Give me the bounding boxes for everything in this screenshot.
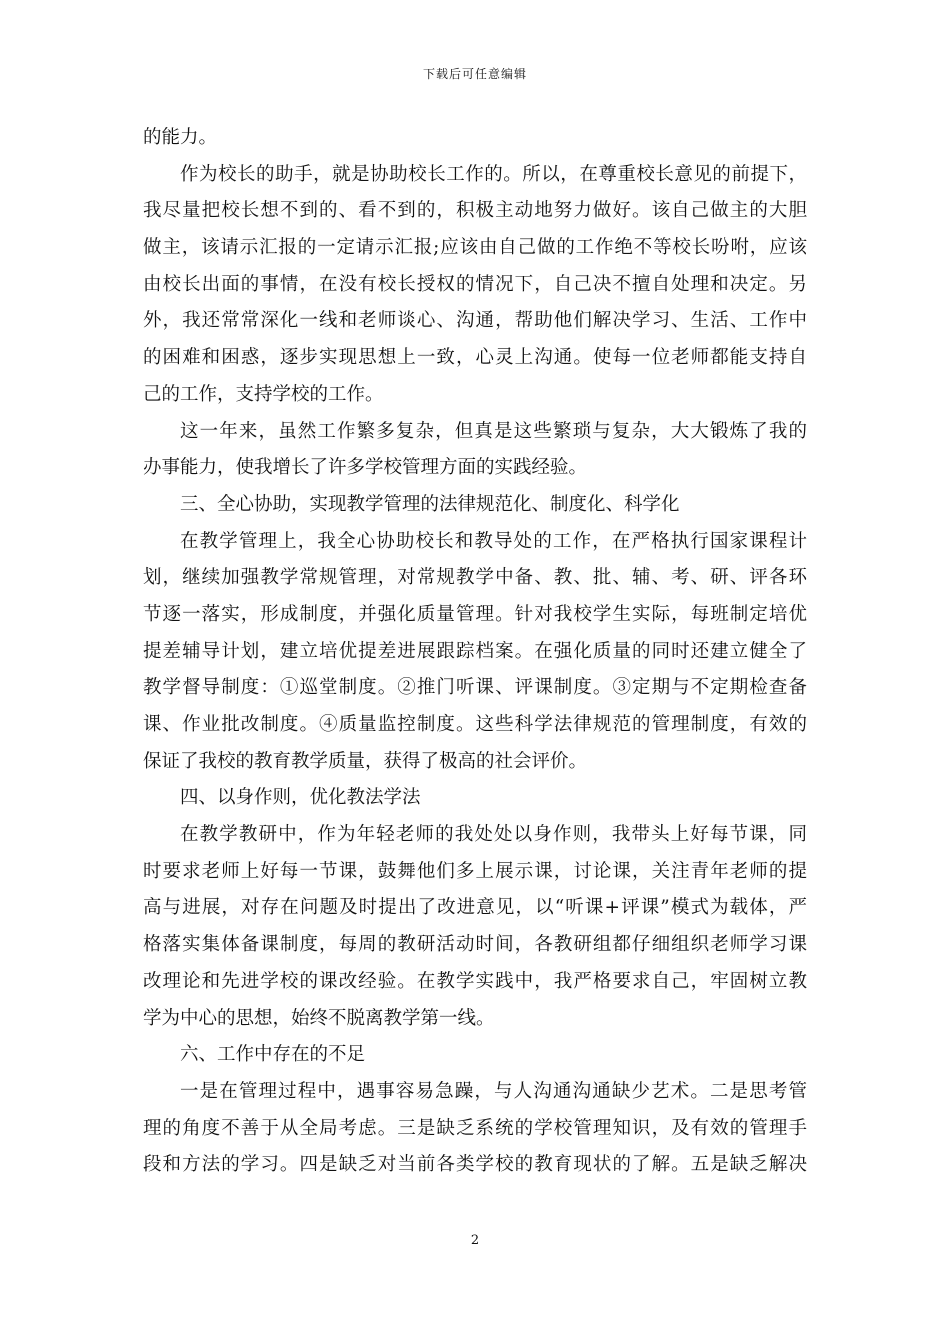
text-line: 理的角度不善于从全局考虑。三是缺乏系统的学校管理知识，及有效的管理手 (143, 1117, 807, 1139)
text-line: 划，继续加强教学常规管理，对常规教学中备、教、批、辅、考、研、评各环 (143, 567, 807, 589)
text-line: 格落实集体备课制度，每周的教研活动时间，各教研组都仔细组织老师学习课 (143, 934, 807, 956)
text-line: 段和方法的学习。四是缺乏对当前各类学校的教育现状的了解。五是缺乏解决 (143, 1154, 807, 1176)
text-line: 教学督导制度：①巡堂制度。②推门听课、评课制度。③定期与不定期检查备 (143, 677, 807, 699)
text-line: 一是在管理过程中，遇事容易急躁，与人沟通沟通缺少艺术。二是思考管 (180, 1080, 807, 1102)
text-line: 改理论和先进学校的课改经验。在教学实践中，我严格要求自己，牢固树立教 (143, 970, 807, 992)
text-line: 提差辅导计划，建立培优提差进展跟踪档案。在强化质量的同时还建立健全了 (143, 640, 807, 662)
text-line: 己的工作，支持学校的工作。 (143, 383, 384, 405)
text-line: 做主，该请示汇报的一定请示汇报;应该由自己做的工作绝不等校长吩咐，应该 (143, 237, 807, 259)
text-line: 我尽量把校长想不到的、看不到的，积极主动地努力做好。该自己做主的大胆 (143, 200, 807, 222)
section-heading: 六、工作中存在的不足 (180, 1044, 366, 1066)
text-line: 的困难和困惑，逐步实现思想上一致，心灵上沟通。使每一位老师都能支持自 (143, 347, 807, 369)
text-line: 的能力。 (143, 127, 218, 148)
section-heading: 三、全心协助，实现教学管理的法律规范化、制度化、科学化 (180, 493, 680, 515)
text-line: 课、作业批改制度。④质量监控制度。这些科学法律规范的管理制度，有效的 (143, 714, 807, 735)
page-number: 2 (470, 1233, 480, 1248)
document-body (143, 120, 807, 1184)
page-header-note: 下载后可任意编辑 (422, 67, 527, 81)
text-line: 在教学教研中，作为年轻老师的我处处以身作则，我带头上好每节课，同 (180, 824, 807, 846)
text-line: 作为校长的助手，就是协助校长工作的。所以，在尊重校长意见的前提下， (180, 163, 807, 185)
text-line: 节逐一落实，形成制度，并强化质量管理。针对我校学生实际，每班制定培优 (143, 603, 807, 625)
text-line: 由校长出面的事情，在没有校长授权的情况下，自己决不擅自处理和决定。另 (143, 273, 807, 295)
text-line: 这一年来，虽然工作繁多复杂，但真是这些繁琐与复杂，大大锻炼了我的 (180, 420, 807, 442)
text-line: 保证了我校的教育教学质量，获得了极高的社会评价。 (143, 750, 588, 772)
text-line: 在教学管理上，我全心协助校长和教导处的工作，在严格执行国家课程计 (180, 530, 807, 552)
text-line: 学为中心的思想，始终不脱离教学第一线。 (143, 1007, 495, 1029)
section-heading: 四、以身作则，优化教法学法 (180, 787, 421, 809)
text-line: 外，我还常常深化一线和老师谈心、沟通，帮助他们解决学习、生活、工作中 (143, 310, 807, 332)
text-line: 办事能力，使我增长了许多学校管理方面的实践经验。 (143, 457, 588, 479)
text-line: 高与进展，对存在问题及时提出了改进意见，以“听课+评课”模式为载体，严 (143, 897, 807, 919)
text-line: 时要求老师上好每一节课，鼓舞他们多上展示课，讨论课，关注青年老师的提 (143, 860, 807, 882)
